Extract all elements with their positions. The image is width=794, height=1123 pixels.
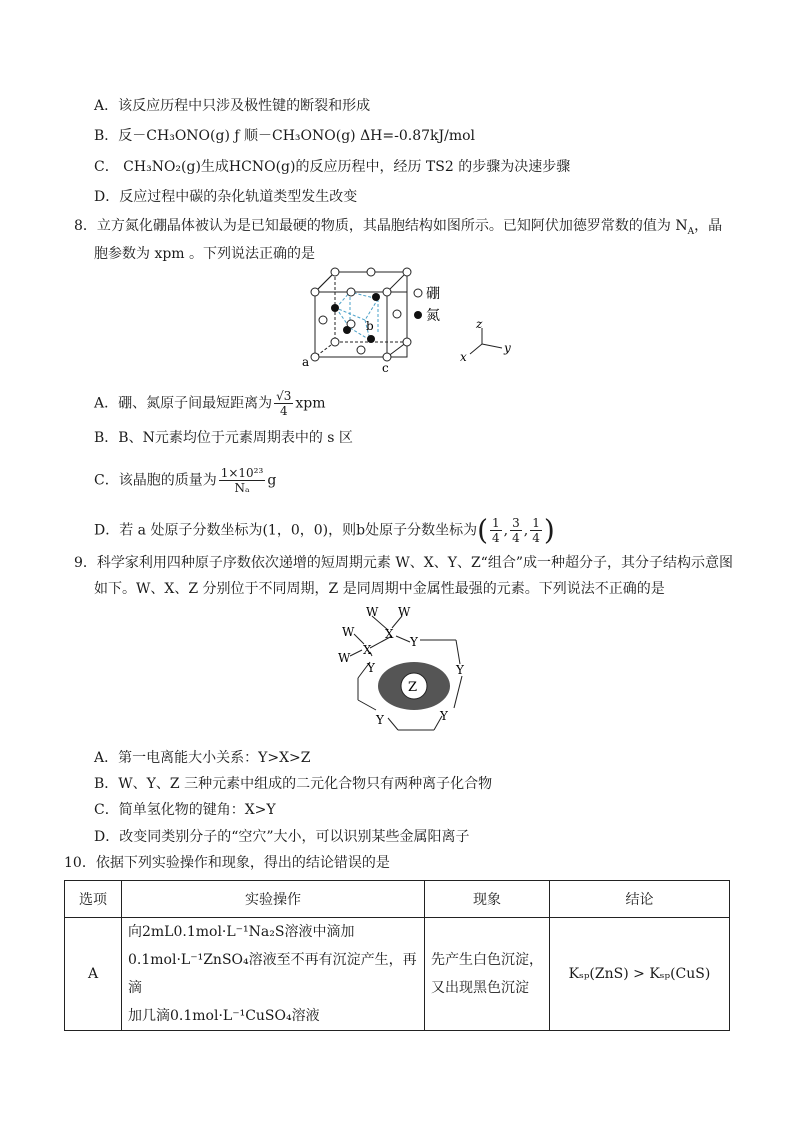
table-header-row [65, 881, 730, 918]
coord-y-fraction [510, 516, 522, 545]
q9-option-d: D．改变同类别分子的“空穴”大小，可以识别某些金属阳离子 [94, 829, 470, 845]
atom-z: Z [408, 680, 418, 695]
experiment-table [64, 880, 730, 1031]
label-a: a [302, 355, 310, 369]
atom-y-5: Y [367, 661, 375, 675]
q8-stem-text: 8．立方氮化硼晶体被认为是已知最硬的物质，其晶胞结构如图所示。已知阿伏加德罗常数的值为 N [74, 218, 688, 234]
q9-stem-line1: 9．科学家利用四种原子序数依次递增的短周期元素 W、X、Y、Z“组合”成一种超分子，其分子结构示意图 [74, 555, 733, 571]
label-b: b [366, 319, 374, 333]
phenomenon-line: 先产生白色沉淀， [431, 952, 543, 968]
q8-option-c-unit: g [267, 472, 277, 489]
table-row [65, 918, 730, 1031]
phenomenon-line: 又出现黑色沉淀 [431, 980, 529, 996]
fraction-numerator: √3 [276, 389, 292, 403]
right-paren: ) [543, 513, 555, 547]
q7-option-c: C． CH₃NO₂(g)生成HCNO(g)的反应历程中，经历 TS2 的步骤为决速步骤 [94, 159, 571, 175]
axis-y-label: y [504, 341, 511, 355]
cell-conclusion: Kₛₚ(ZnS) > Kₛₚ(CuS) [550, 918, 730, 1031]
cell-phenomenon [425, 918, 550, 1031]
q8-option-c-fraction [219, 466, 266, 495]
cell-operation [122, 918, 425, 1031]
atom-w-3: W [342, 625, 355, 639]
cell-option: A [65, 918, 122, 1031]
fraction-numerator: 1 [532, 516, 540, 530]
q10-stem: 10．依据下列实验操作和现象，得出的结论错误的是 [64, 855, 390, 871]
q8-option-c [94, 466, 276, 495]
atom-y-4: Y [376, 713, 384, 727]
coord-z-fraction [530, 516, 542, 545]
header-option: 选项 [65, 881, 122, 918]
atom-w-4: W [338, 651, 351, 665]
fraction-denominator: 4 [512, 531, 520, 545]
coord-x-fraction [490, 516, 502, 545]
fraction-numerator: 3 [512, 516, 520, 530]
fraction-denominator: 4 [492, 531, 500, 545]
q7-option-a: A．该反应历程中只涉及极性键的断裂和形成 [94, 98, 371, 114]
fraction-denominator: 4 [279, 404, 288, 418]
q9-option-c: C．简单氢化物的键角：X>Y [94, 802, 276, 818]
q8-option-d: D．若 a 处原子分数坐标为(1，0，0)，则b处原子分数坐标为( $\frac{1}{4}$ , $\frac{3}{4}$ , $\frac{1}{4}$ ) [94, 513, 555, 547]
q9-option-a: A．第一电离能大小关系：Y>X>Z [94, 750, 311, 766]
atom-x-2: X [363, 643, 372, 657]
header-conclusion: 结论 [550, 881, 730, 918]
q8-option-c-text: C．该晶胞的质量为 [94, 472, 217, 489]
fraction-numerator: 1×10²³ [220, 466, 264, 480]
legend-boron: 硼 [426, 286, 440, 302]
atom-y-2: Y [456, 663, 464, 677]
q9-option-b: B．W、Y、Z 三种元素中组成的二元化合物只有两种离子化合物 [94, 776, 493, 792]
q8-option-d-text: D．若 a 处原子分数坐标为(1，0，0)，则b处原子分数坐标为 [94, 522, 478, 539]
axis-x-label: x [460, 350, 467, 364]
atom-y-3: Y [440, 709, 448, 723]
q8-option-b: B．B、N元素均位于元素周期表中的 s 区 [94, 430, 353, 446]
q8-option-a [94, 389, 326, 418]
operation-line: 向2mL0.1mol·L⁻¹Na₂S溶液中滴加 [128, 924, 355, 940]
fraction-denominator: Nₐ [234, 481, 250, 495]
atom-w-2: W [398, 605, 411, 619]
supramolecule-diagram [330, 600, 490, 740]
axis-z-label: z [476, 317, 483, 331]
q8-option-a-unit: xpm [295, 395, 326, 412]
atom-x-1: X [385, 627, 394, 641]
q8-stem-subscript: A [687, 226, 695, 237]
q7-option-b: B．反－CH₃ONO(g) ƒ 顺－CH₃ONO(g) ΔH=-0.87kJ/mol [94, 128, 476, 144]
operation-line: 0.1mol·L⁻¹ZnSO₄溶液至不再有沉淀产生，再滴 [128, 952, 417, 996]
header-operation: 实验操作 [122, 881, 425, 918]
q8-stem-line1 [74, 216, 722, 242]
left-paren: ( [477, 513, 489, 547]
operation-line: 加几滴0.1mol·L⁻¹CuSO₄溶液 [128, 1008, 320, 1024]
crystal-cell-diagram [290, 262, 530, 374]
q8-option-a-fraction [274, 389, 293, 418]
q8-stem-line2: 胞参数为 xpm 。下列说法正确的是 [94, 246, 316, 262]
q8-option-a-text: A．硼、氮原子间最短距离为 [94, 395, 273, 412]
fraction-numerator: 1 [492, 516, 500, 530]
q7-option-d: D．反应过程中碳的杂化轨道类型发生改变 [94, 189, 358, 205]
atom-y-1: Y [410, 635, 418, 649]
fraction-denominator: 4 [532, 531, 540, 545]
label-c: c [382, 361, 389, 374]
q9-stem-line2: 如下。W、X、Z 分别位于不同周期，Z 是同周期中金属性最强的元素。下列说法不正确的是 [94, 581, 665, 597]
atom-w-1: W [366, 605, 379, 619]
q8-stem-tail: ，晶 [694, 218, 723, 234]
legend-nitrogen: 氮 [426, 308, 440, 324]
header-phenomenon: 现象 [425, 881, 550, 918]
